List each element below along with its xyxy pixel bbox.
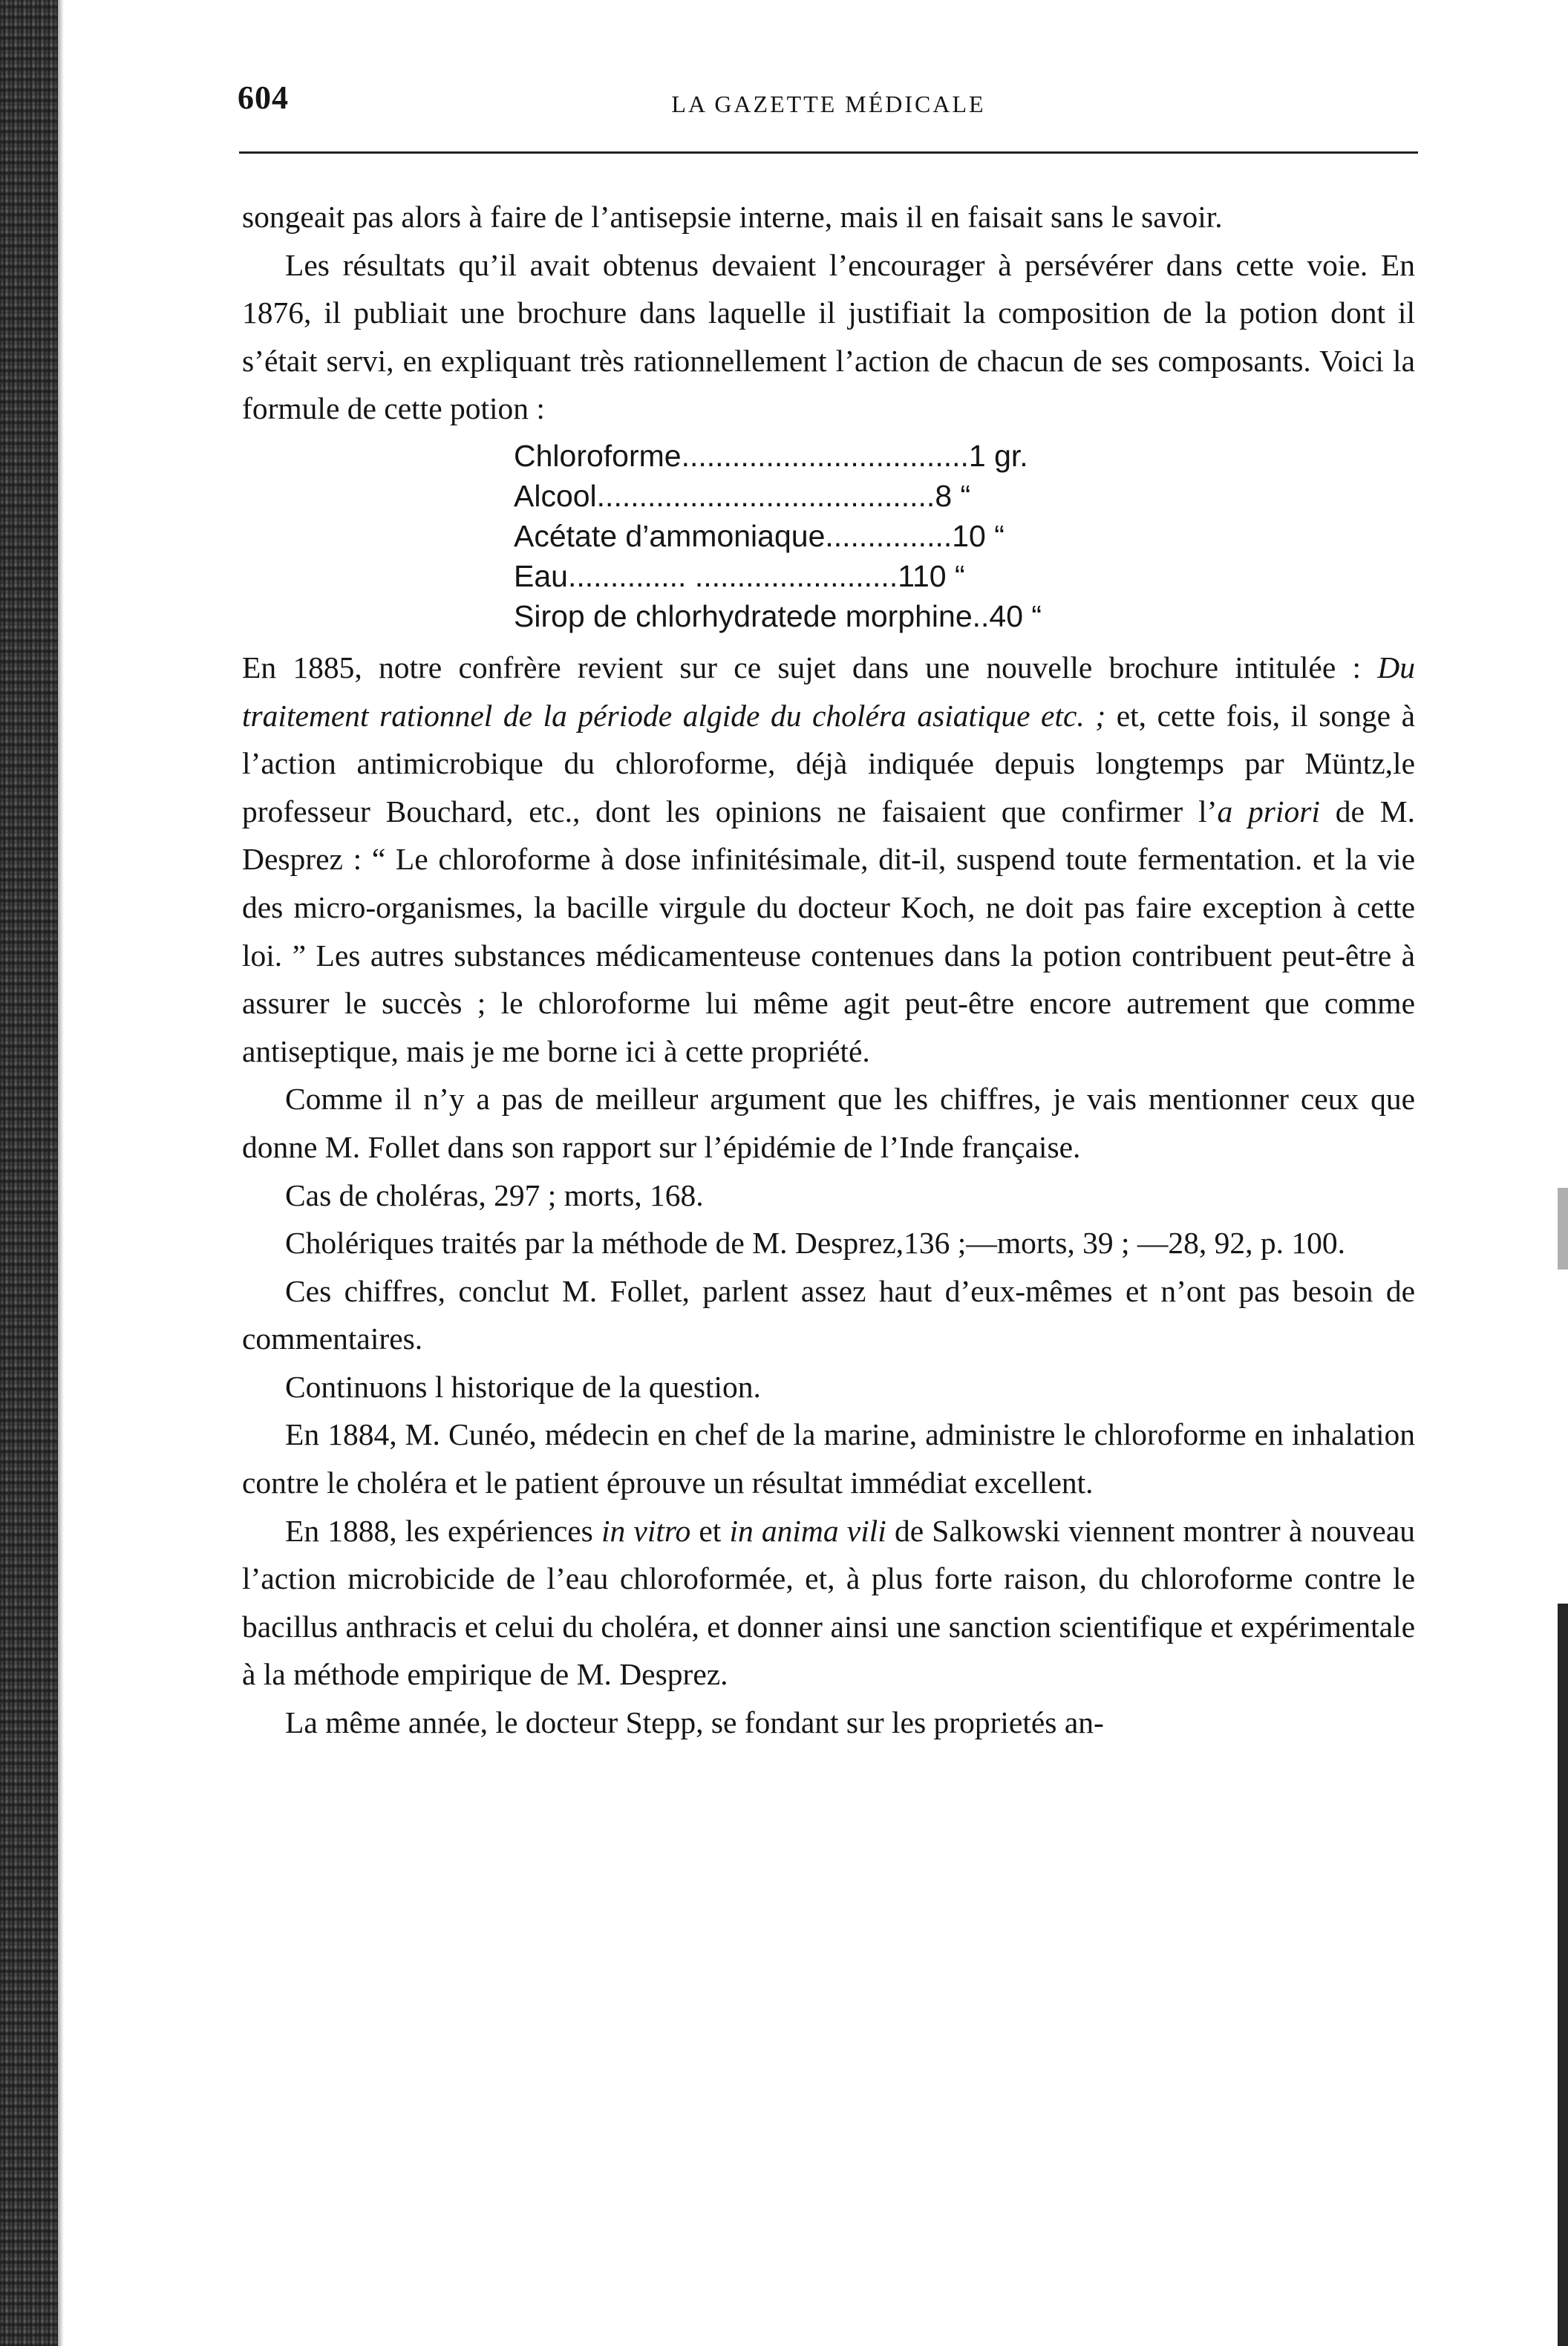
- running-title: LA GAZETTE MÉDICALE: [671, 91, 986, 117]
- paragraph: [242, 644, 1415, 1075]
- formula-line: [514, 596, 1204, 636]
- italic-term: a priori: [1217, 794, 1320, 829]
- document-page: [238, 77, 1416, 1740]
- formula-line: [514, 436, 1204, 476]
- paragraph: Les résultats qu’il avait obtenus devaient l’encourager à persévérer dans cette voie. En 1876, il publiait une brochure dans laquelle il justifiait la composition de la potion dont il s’était servi, en expliquant très rationnellement l’action de chacun de ses composants. Voici la formule de cette potion :: [242, 247, 1415, 426]
- page-edge-shadow: [1558, 1604, 1568, 2346]
- page-header: [238, 77, 1415, 122]
- page-binding-shadow: [0, 0, 58, 2346]
- formula-line-text: Chloroforme..................................1 gr.: [514, 438, 1028, 473]
- paragraph: Continuons l historique de la question.: [285, 1369, 761, 1404]
- paragraph: La même année, le docteur Stepp, se fondant sur les proprietés an-: [285, 1705, 1104, 1740]
- text-run: En 1888, les expériences: [285, 1513, 601, 1548]
- text-run: de Salkowski viennent montrer à nouveau l’action microbicide de l’eau chloroformée, et, à plus forte raison, du chloroforme contre le bacillus anthracis et celui du choléra, et donner ainsi une sanction scientifique et expérimentale à la méthode empirique de M. Desprez.: [242, 1513, 1416, 1692]
- paragraph: Cholériques traités par la méthode de M. Desprez,136 ;—morts, 39 ; —28, 92, p. 100.: [285, 1226, 1346, 1261]
- paragraph: songeait pas alors à faire de l’antisepsie interne, mais il en faisait sans le savoir.: [242, 200, 1223, 234]
- italic-term: in anima vili: [729, 1513, 886, 1548]
- formula-line-text: Sirop de chlorhydratede morphine..40 “: [514, 598, 1042, 633]
- paragraph: Comme il n’y a pas de meilleur argument que les chiffres, je vais mentionner ceux que donne M. Follet dans son rapport sur l’épidémie de l’Inde française.: [242, 1082, 1415, 1164]
- formula-line: [514, 516, 1204, 556]
- potion-formula: [514, 436, 1204, 636]
- formula-line-text: Eau.............. ........................110 “: [514, 558, 965, 593]
- formula-line-text: Alcool........................................8 “: [514, 478, 971, 513]
- italic-term: in vitro: [601, 1513, 691, 1548]
- brochure-title: Du traitement rationnel de la période algide du choléra asiatique etc. ;: [242, 650, 1415, 733]
- paragraph: En 1884, M. Cunéo, médecin en chef de la marine, administre le chloroforme en inhalation contre le choléra et le patient éprouve un résultat immédiat excellent.: [242, 1417, 1415, 1500]
- text-run: et, cette fois, il songe à l’action antimicrobique du chloroforme, déjà indiquée depuis longtemps par Müntz,le professeur Bouchard, etc., dont les opinions ne faisaient que confirmer l’: [242, 698, 1415, 829]
- paragraph: [242, 1507, 1415, 1699]
- formula-line: [514, 476, 1204, 516]
- formula-line-text: Acétate d’ammoniaque...............10 “: [514, 518, 1004, 553]
- paragraph: Cas de choléras, 297 ; morts, 168.: [285, 1177, 704, 1212]
- article-body: [242, 193, 1415, 1747]
- formula-line: [514, 556, 1204, 596]
- text-run: et: [690, 1513, 730, 1548]
- text-run: En 1885, notre confrère revient sur ce sujet dans une nouvelle brochure intitulée :: [242, 650, 1378, 684]
- text-run: de M. Desprez : “ Le chloroforme à dose infinitésimale, dit-il, suspend toute fermentation. et la vie des micro-organismes, la bacille virgule du docteur Koch, ne doit pas faire exception à cette loi. ” Les autres substances médicamenteuse contenues dans la potion contribuent peut-être à assurer le succès ; le chloroforme lui même agit peut-être encore autrement que comme antiseptique, mais je me borne ici à cette propriété.: [242, 794, 1415, 1068]
- page-edge-shadow: [1558, 1188, 1568, 1270]
- page-number: 604: [238, 79, 289, 116]
- paragraph: Ces chiffres, conclut M. Follet, parlent assez haut d’eux-mêmes et n’ont pas besoin de commentaires.: [242, 1273, 1415, 1356]
- header-rule: [239, 151, 1418, 154]
